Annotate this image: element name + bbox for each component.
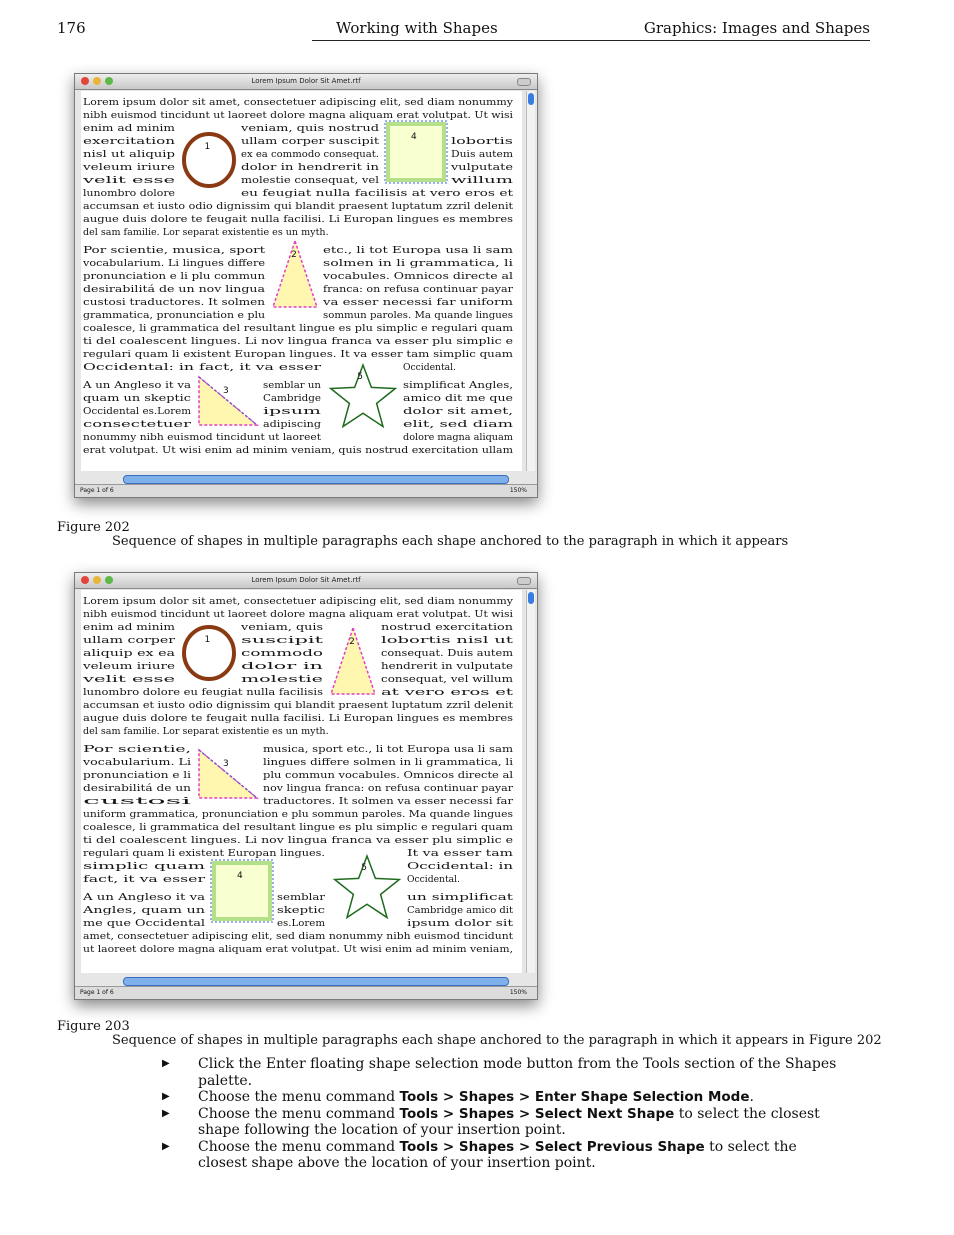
text-line: grammatica, pronunciation e plu xyxy=(83,310,266,321)
header-rule xyxy=(312,40,870,41)
text-line: me que Occidental xyxy=(83,918,206,929)
text-line: lobortis nisl ut xyxy=(381,635,514,646)
text-line: coalesce, li grammatica del resultant lingue es plu simplic e regulari quam xyxy=(83,822,514,833)
bullet-arrow-icon: ▶ xyxy=(162,1058,170,1069)
vertical-scrollbar[interactable] xyxy=(526,91,535,471)
document-canvas[interactable] xyxy=(81,590,522,973)
text-line: es.Lorem xyxy=(277,918,326,929)
text-line: A un Angleso it va xyxy=(81,380,192,391)
window-titlebar[interactable] xyxy=(75,573,537,589)
text-line: dolor in hendrerit in xyxy=(241,162,380,173)
text-line: lunombro dolore xyxy=(83,188,175,199)
text-line: Occidental: in fact, it va esser xyxy=(83,362,323,373)
text-line: desirabilitá de un xyxy=(83,783,192,794)
list-item xyxy=(160,1056,850,1089)
shape-circle[interactable] xyxy=(184,627,234,679)
text-line: consequat. Duis autem xyxy=(381,648,514,659)
text-line: augue duis dolore te feugait nulla facilisi. Li Europan lingues es membres xyxy=(83,214,514,225)
text-line: elit, sed diam xyxy=(403,419,514,430)
text-line: nisl ut aliquip xyxy=(83,149,176,160)
text-line: Occidental: in xyxy=(407,861,514,872)
text-line: eu feugiat nulla facilisis at vero eros et xyxy=(241,188,514,199)
text-line: del sam familie. Lor separat existentie es un myth. xyxy=(83,726,329,737)
shape-star[interactable] xyxy=(331,365,396,427)
text-line: Occidental es.Lorem xyxy=(83,406,192,417)
item-text-end: to select the closest shape above the location of your insertion point. xyxy=(198,1138,797,1171)
text-line: amet, consectetuer adipiscing elit, sed diam nonummy nibh euismod tincidunt xyxy=(83,931,514,942)
text-line: velit esse xyxy=(81,674,175,685)
text-line: nibh euismod tincidunt ut laoreet dolore magna aliquam erat volutpat. Ut wisi xyxy=(83,609,514,620)
text-line: adipiscing xyxy=(263,419,322,430)
text-line: molestie consequat, vel xyxy=(241,175,380,186)
instruction-list xyxy=(160,1056,850,1172)
text-line: Por scientie, musica, sport xyxy=(83,245,266,256)
list-item xyxy=(160,1089,850,1106)
item-text: Choose the menu command xyxy=(198,1138,400,1155)
text-line: ipsum dolor sit xyxy=(407,918,514,929)
scroll-thumb[interactable] xyxy=(528,93,534,105)
text-line: quam un skeptic xyxy=(83,393,191,404)
shape-label: 1 xyxy=(204,635,211,645)
text-line: regulari quam li existent Europan lingues. xyxy=(83,848,326,859)
menu-command: Tools > Shapes > Select Previous Shape xyxy=(399,1138,705,1155)
text-line: molestie xyxy=(241,674,323,685)
text-line: vulputate xyxy=(449,162,513,173)
shape-circle[interactable] xyxy=(184,134,234,186)
window-title: Lorem Ipsum Dolor Sit Amet.rtf xyxy=(251,576,361,584)
figure-caption: Sequence of shapes in multiple paragraphs each shape anchored to the paragraph in which it appears xyxy=(112,534,789,549)
zoom-level[interactable]: 150% xyxy=(509,989,527,996)
list-item xyxy=(160,1106,850,1139)
text-line: franca: on refusa continuar payar xyxy=(323,284,514,295)
text-line: solmen in li grammatica, li xyxy=(323,258,514,269)
text-line: veniam, quis xyxy=(239,622,324,633)
shape-label: 5 xyxy=(357,372,363,382)
toolbar-toggle-button[interactable] xyxy=(517,577,531,585)
text-line: nov lingua franca: on refusa continuar payar xyxy=(263,783,514,794)
text-line: hendrerit in vulputate xyxy=(381,661,513,672)
text-line: Por scientie, xyxy=(83,744,192,755)
text-line: ti del coalescent lingues. Li nov lingua franca va esser plu simplic e xyxy=(83,835,513,846)
item-text: Choose the menu command xyxy=(198,1089,400,1105)
text-line: ullam corper xyxy=(83,635,176,646)
text-line: dolor sit amet, xyxy=(403,406,514,417)
text-line: lobortis xyxy=(451,136,514,147)
text-line: Duis autem xyxy=(451,149,514,160)
text-line: Lorem ipsum dolor sit amet, consectetuer adipiscing elit, sed diam nonummy xyxy=(83,596,514,607)
text-line: semblar xyxy=(277,892,326,903)
bullet-arrow-icon: ▶ xyxy=(162,1107,170,1119)
chapter-title: Working with Shapes xyxy=(336,19,498,37)
text-line: regulari quam li existent Europan lingues. It va esser tam simplic quam xyxy=(83,349,514,360)
text-line: ut laoreet dolore magna aliquam erat volutpat. Ut wisi enim ad minim veniam, xyxy=(83,944,514,955)
text-line: pronunciation e li xyxy=(83,770,192,781)
menu-command: Tools > Shapes > Enter Shape Selection Mode xyxy=(399,1089,750,1105)
text-line: simplic quam xyxy=(83,861,206,872)
horizontal-scrollbar[interactable] xyxy=(123,977,509,986)
shape-triangle[interactable] xyxy=(331,628,375,694)
text-line: Cambridge xyxy=(263,393,321,404)
status-bar xyxy=(75,484,537,497)
text-line: fact, it va esser xyxy=(83,874,207,885)
text-line: willum xyxy=(451,175,514,186)
text-line: ex ea commodo consequat. xyxy=(241,149,380,160)
figure-label: Figure 203 xyxy=(57,1019,130,1034)
text-line: Lorem ipsum dolor sit amet, consectetuer adipiscing elit, sed diam nonummy xyxy=(83,97,514,108)
document-page[interactable] xyxy=(81,590,522,973)
shape-triangle[interactable] xyxy=(273,241,317,307)
text-line: enim ad minim xyxy=(83,123,176,134)
shape-rectangle[interactable] xyxy=(211,860,273,922)
text-line: veleum iriure xyxy=(81,162,175,173)
figure-caption: Sequence of shapes in multiple paragraphs each shape anchored to the paragraph in which it appears in Figure 202 xyxy=(112,1033,882,1048)
text-line: sommun paroles. Ma quande lingues xyxy=(323,310,514,321)
text-line: custosi traductores. It solmen xyxy=(83,297,266,308)
text-line: lingues differe solmen in li grammatica, li xyxy=(263,757,514,768)
menu-command: Tools > Shapes > Select Next Shape xyxy=(399,1105,675,1122)
window-title: Lorem Ipsum Dolor Sit Amet.rtf xyxy=(251,77,361,85)
list-item xyxy=(160,1139,850,1172)
text-line: ipsum xyxy=(263,406,322,417)
text-line: Angles, quam un xyxy=(81,905,206,916)
shape-label: 4 xyxy=(237,871,243,881)
item-text-end: . xyxy=(749,1089,754,1105)
text-line: vocabularium. Li xyxy=(81,757,192,768)
text-line: nonummy nibh euismod tincidunt ut laoreet xyxy=(83,432,322,443)
text-line: veleum iriure xyxy=(81,661,175,672)
text-line: custosi xyxy=(83,796,192,807)
text-line: un simplificat xyxy=(407,892,514,903)
shape-label: 3 xyxy=(223,386,229,396)
text-line: ullam corper suscipit xyxy=(241,136,380,147)
scroll-thumb[interactable] xyxy=(528,592,534,604)
text-line: exercitation xyxy=(83,136,176,147)
text-line: musica, sport etc., li tot Europa usa li sam xyxy=(263,744,514,755)
text-line: pronunciation e li plu commun xyxy=(83,271,266,282)
text-line: Occidental. xyxy=(403,362,457,373)
shape-right-triangle[interactable] xyxy=(199,750,257,798)
shape-right-triangle[interactable] xyxy=(199,377,257,425)
shape-label: 1 xyxy=(204,142,211,152)
item-text: Choose the menu command xyxy=(198,1105,400,1122)
text-line: enim ad minim xyxy=(83,622,176,633)
page-indicator[interactable]: Page 1 of 6 xyxy=(80,989,114,996)
shape-label: 3 xyxy=(223,759,229,769)
text-line: del sam familie. Lor separat existentie es un myth. xyxy=(83,227,329,238)
text-line: nostrud exercitation xyxy=(381,622,514,633)
text-line: consequat, vel willum xyxy=(381,674,514,685)
shape-label: 4 xyxy=(411,132,417,142)
text-line: desirabilitá de un nov lingua xyxy=(83,284,266,295)
text-line: aliquip ex ea xyxy=(83,648,176,659)
shape-star[interactable] xyxy=(335,856,400,918)
section-title: Graphics: Images and Shapes xyxy=(643,19,870,37)
shape-rectangle[interactable] xyxy=(385,121,447,183)
text-line: augue duis dolore te feugait nulla facilisi. Li Europan lingues es membres xyxy=(83,713,514,724)
text-line: consectetuer xyxy=(83,419,193,430)
text-line: plu commun vocabules. Omnicos directe al xyxy=(263,770,514,781)
shape-label: 2 xyxy=(349,637,355,647)
bullet-arrow-icon: ▶ xyxy=(162,1140,170,1152)
text-line: erat volutpat. Ut wisi enim ad minim veniam, quis nostrud exercitation ullam xyxy=(83,445,514,456)
text-line: vocabules. Omnicos directe al xyxy=(321,271,514,282)
text-line: at vero eros et xyxy=(381,687,514,698)
text-line: skeptic xyxy=(277,905,325,916)
text-line: veniam, quis nostrud xyxy=(239,123,380,134)
text-line: va esser necessi far uniform xyxy=(321,297,514,308)
page-number: 176 xyxy=(57,19,86,37)
text-line: vocabularium. Li lingues differe xyxy=(81,258,265,269)
text-line: It va esser tam xyxy=(407,848,514,859)
bullet-arrow-icon: ▶ xyxy=(162,1091,170,1102)
text-line: simplificat Angles, xyxy=(403,380,514,391)
text-line: Cambridge amico dit xyxy=(407,905,514,916)
text-line: traductores. It solmen va esser necessi far xyxy=(263,796,514,807)
text-line: lunombro dolore eu feugiat nulla facilisis xyxy=(83,687,324,698)
text-line: dolore magna aliquam xyxy=(403,432,514,443)
text-line: suscipit xyxy=(241,635,324,646)
text-line: velit esse xyxy=(81,175,175,186)
window-titlebar[interactable] xyxy=(75,74,537,90)
text-line: uniform grammatica, pronunciation e plu sommun paroles. Ma quande lingues xyxy=(83,809,514,820)
zoom-level[interactable]: 150% xyxy=(509,487,527,494)
text-line: semblar un xyxy=(263,380,322,391)
text-line: etc., li tot Europa usa li sam xyxy=(323,245,514,256)
editor-window-1 xyxy=(74,73,538,498)
text-line: A un Angleso it va xyxy=(81,892,206,903)
text-line: accumsan et iusto odio dignissim qui blandit praesent luptatum zzril delenit xyxy=(83,700,514,711)
text-line: commodo xyxy=(241,648,324,659)
status-bar xyxy=(75,986,537,999)
vertical-scrollbar[interactable] xyxy=(526,590,535,973)
editor-window-2 xyxy=(74,572,538,1000)
item-text: Click the Enter floating shape selection mode button from the Tools section of the Shapes palette. xyxy=(198,1056,837,1089)
figure-label: Figure 202 xyxy=(57,520,130,535)
text-line: nibh euismod tincidunt ut laoreet dolore magna aliquam erat volutpat. Ut wisi xyxy=(83,110,514,121)
text-line: Occidental. xyxy=(407,874,461,885)
document-canvas[interactable] xyxy=(81,91,522,471)
horizontal-scrollbar[interactable] xyxy=(123,475,509,484)
document-page[interactable] xyxy=(81,91,522,471)
text-line: ti del coalescent lingues. Li nov lingua franca va esser plu simplic e xyxy=(83,336,513,347)
shape-label: 5 xyxy=(361,863,367,873)
toolbar-toggle-button[interactable] xyxy=(517,78,531,86)
shape-label: 2 xyxy=(291,250,297,260)
item-text-end: to select the closest shape following the location of your insertion point. xyxy=(198,1105,820,1138)
text-line: amico dit me que xyxy=(403,393,513,404)
text-line: accumsan et iusto odio dignissim qui blandit praesent luptatum zzril delenit xyxy=(83,201,514,212)
page-indicator[interactable]: Page 1 of 6 xyxy=(80,487,114,494)
text-line: dolor in xyxy=(241,661,324,672)
text-line: coalesce, li grammatica del resultant lingue es plu simplic e regulari quam xyxy=(83,323,514,334)
